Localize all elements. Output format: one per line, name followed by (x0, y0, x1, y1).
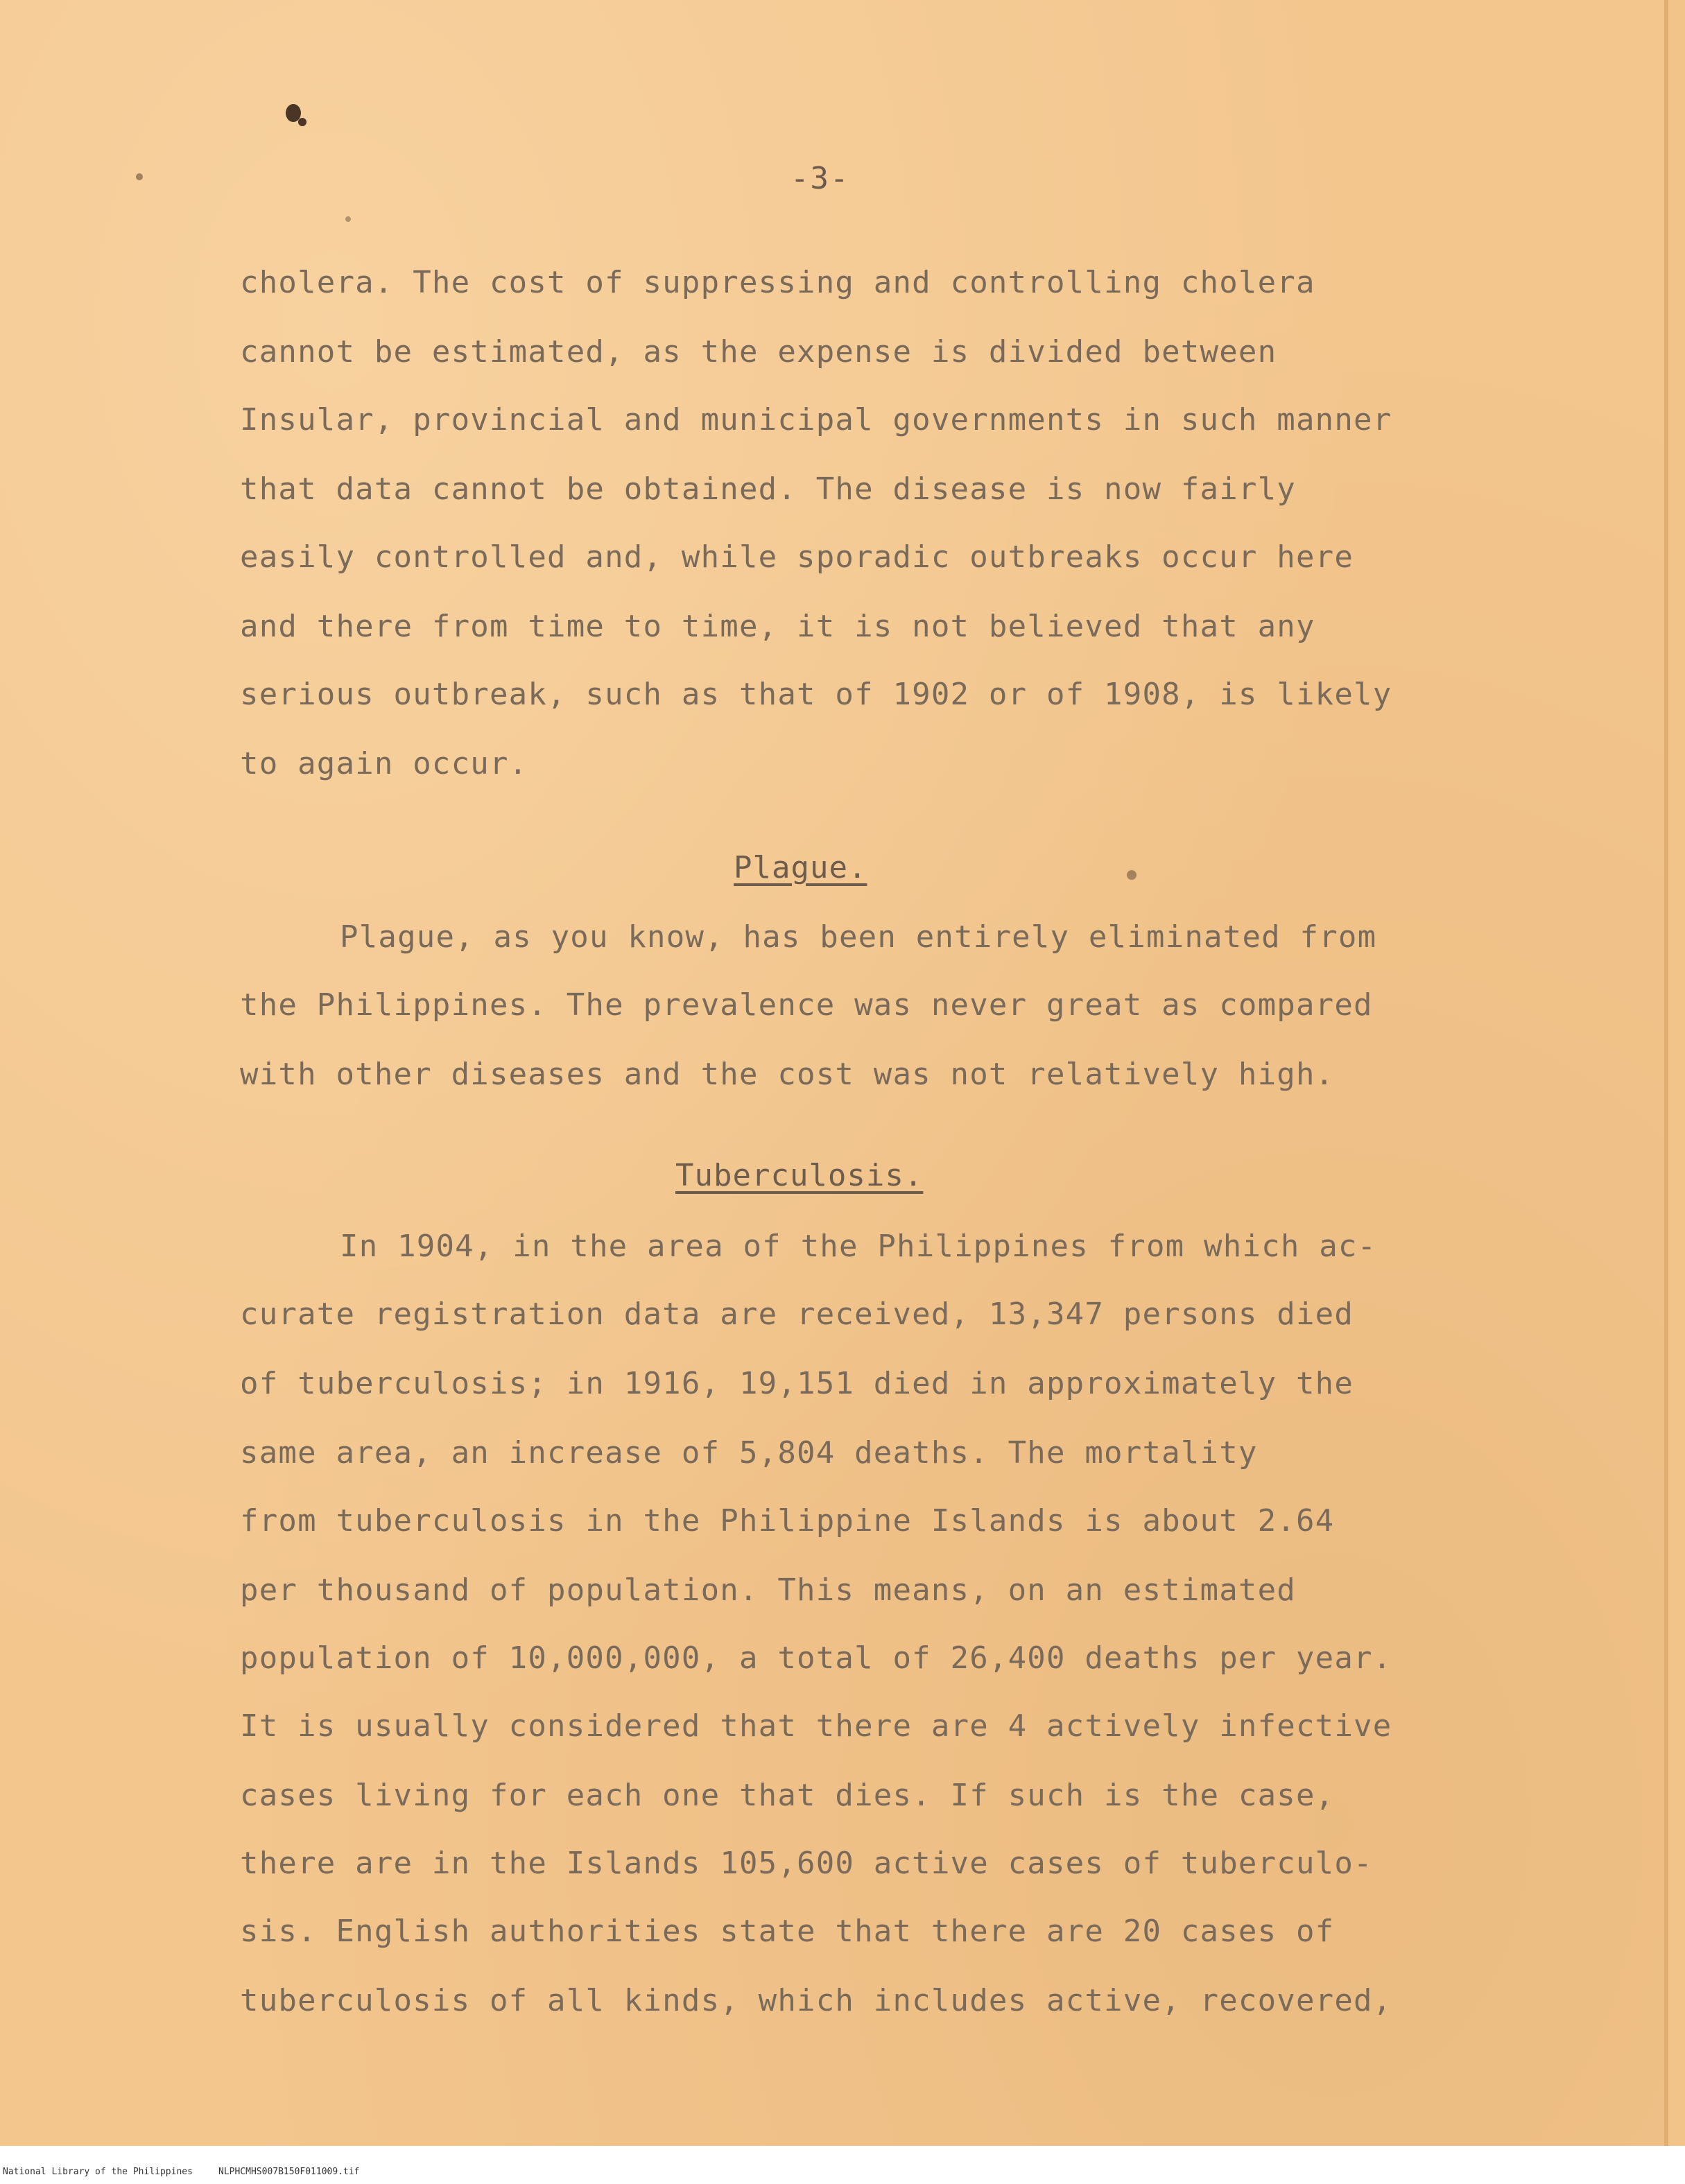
text-line: population of 10,000,000, a total of 26,400 deaths per year. (240, 1640, 1392, 1676)
text-line: of tuberculosis; in 1916, 19,151 died in approximately the (240, 1366, 1354, 1401)
ink-stain (136, 173, 143, 180)
heading-plague: Plague. (734, 850, 867, 885)
text-line: to again occur. (240, 746, 528, 781)
text-line: cannot be estimated, as the expense is divided between (240, 334, 1277, 370)
text-line: cholera. The cost of suppressing and controlling cholera (240, 265, 1315, 300)
page-number: -3- (790, 161, 850, 196)
text-line: from tuberculosis in the Philippine Islands is about 2.64 (240, 1503, 1335, 1539)
text-line: and there from time to time, it is not believed that any (240, 609, 1315, 644)
ink-stain (345, 216, 351, 222)
text-line: that data cannot be obtained. The disease is now fairly (240, 471, 1296, 507)
ink-stain (1127, 870, 1137, 880)
text-line: same area, an increase of 5,804 deaths. The mortality (240, 1435, 1258, 1471)
text-line: Insular, provincial and municipal governments in such manner (240, 402, 1392, 437)
text-line: In 1904, in the area of the Philippines from which ac- (340, 1229, 1377, 1264)
text-line: the Philippines. The prevalence was never great as compared (240, 987, 1373, 1023)
text-line: serious outbreak, such as that of 1902 or of 1908, is likely (240, 677, 1392, 712)
scan-footer-strip (0, 2146, 1685, 2184)
text-line: easily controlled and, while sporadic outbreaks occur here (240, 539, 1354, 575)
text-line: with other diseases and the cost was not relatively high. (240, 1057, 1335, 1092)
text-line: cases living for each one that dies. If such is the case, (240, 1778, 1335, 1813)
text-line: there are in the Islands 105,600 active cases of tuberculo- (240, 1846, 1373, 1881)
text-line: sis. English authorities state that there are 20 cases of (240, 1914, 1335, 1949)
text-line: tuberculosis of all kinds, which includes active, recovered, (240, 1983, 1392, 2018)
footer-library-name: National Library of the Philippines (3, 2167, 193, 2177)
heading-tuberculosis: Tuberculosis. (675, 1158, 924, 1193)
text-line: per thousand of population. This means, on an estimated (240, 1572, 1296, 1608)
text-line: Plague, as you know, has been entirely eliminated from (340, 919, 1377, 955)
footer-file-id: NLPHCMHS007B150F011009.tif (218, 2167, 360, 2177)
text-line: It is usually considered that there are 4 actively infective (240, 1708, 1392, 1744)
text-line: curate registration data are received, 13,347 persons died (240, 1297, 1354, 1332)
ink-stain (298, 118, 306, 126)
